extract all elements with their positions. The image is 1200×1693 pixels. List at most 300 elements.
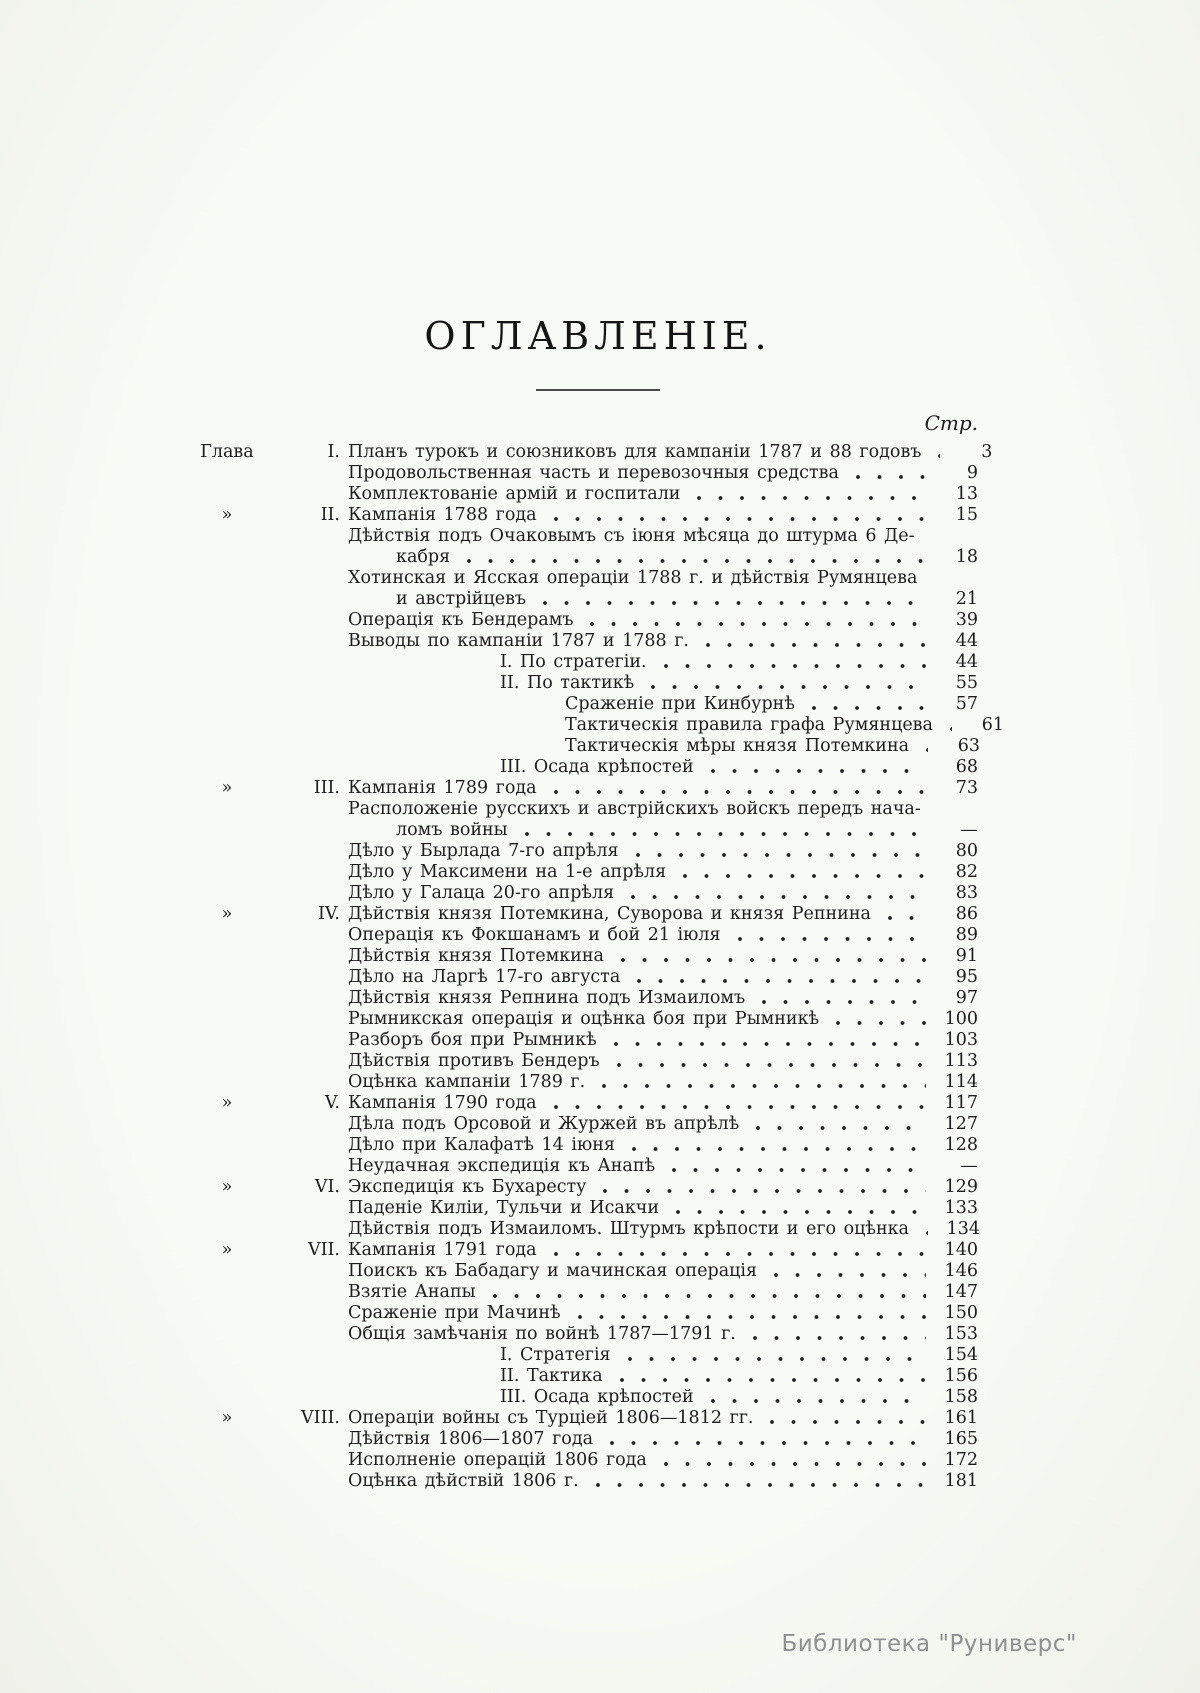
toc-row	[198, 463, 978, 484]
toc-entry	[348, 1156, 978, 1177]
page-number: 114	[944, 1072, 978, 1092]
chapter-numeral: VI.	[314, 1177, 340, 1197]
toc-entry	[348, 1093, 978, 1114]
toc-entry	[348, 946, 978, 967]
chapter-label	[198, 862, 256, 883]
chapter-label	[198, 673, 256, 694]
chapter-numeral: VII.	[307, 1240, 340, 1260]
toc-row	[198, 778, 978, 799]
dot-leader	[656, 1450, 926, 1471]
toc-row	[198, 1156, 978, 1177]
toc-entry	[348, 1135, 978, 1156]
entry-text: Дѣйствія противъ Бендеръ	[348, 1051, 600, 1071]
entry-text: Тактическія правила графа Румянцева	[565, 715, 933, 735]
chapter-numeral	[256, 1030, 348, 1051]
toc-row	[198, 568, 978, 589]
page-number: 55	[955, 673, 978, 693]
toc-entry	[348, 1366, 978, 1387]
toc-entry	[348, 1198, 978, 1219]
page-number: 172	[944, 1450, 978, 1470]
chapter-numeral	[256, 1198, 348, 1219]
toc-entry	[348, 967, 978, 988]
page-number: 68	[955, 757, 978, 777]
chapter-numeral	[256, 631, 348, 652]
chapter-label: »	[221, 778, 233, 798]
dot-leader	[918, 736, 928, 757]
dot-leader	[675, 862, 926, 883]
toc-entry	[348, 1282, 978, 1303]
toc-row	[198, 1135, 978, 1156]
dot-leader	[546, 505, 926, 526]
toc-row	[198, 883, 978, 904]
chapter-label	[198, 736, 256, 757]
entry-text: ломъ войны	[396, 820, 508, 840]
toc-entry	[348, 673, 978, 694]
toc-entry	[348, 736, 981, 757]
entry-text: Дѣло у Бырлада 7-го апрѣля	[348, 841, 619, 861]
toc-entry	[348, 1303, 978, 1324]
toc-row	[198, 610, 978, 631]
toc-row	[198, 673, 978, 694]
toc-row	[198, 1198, 978, 1219]
dot-leader	[546, 778, 926, 799]
toc-entry	[348, 505, 978, 526]
chapter-numeral	[256, 547, 348, 568]
toc-row	[198, 1093, 978, 1114]
page-column-header: Стр.	[924, 411, 978, 435]
dot-leader	[623, 883, 926, 904]
entry-text: Поискъ къ Бабадагу и мачинская операція	[348, 1261, 758, 1281]
toc-row	[198, 1219, 978, 1240]
toc-entry	[348, 1408, 978, 1429]
toc-entry	[348, 1429, 978, 1450]
chapter-label	[198, 610, 256, 631]
toc-entry	[348, 778, 978, 799]
entry-text: III. Осада крѣпостей	[500, 1387, 694, 1407]
chapter-label	[198, 1450, 256, 1471]
entry-text: Дѣло на Ларгѣ 17-го августа	[348, 967, 621, 987]
dot-leader	[730, 925, 926, 946]
dot-leader	[643, 673, 926, 694]
toc-entry	[348, 1030, 978, 1051]
chapter-label: »	[221, 1093, 233, 1113]
chapter-label	[198, 694, 256, 715]
page-number: 127	[944, 1114, 978, 1134]
toc-row	[198, 694, 978, 715]
chapter-label: »	[221, 1408, 233, 1428]
entry-text: Тактическія мѣры князя Потемкина	[565, 736, 910, 756]
chapter-numeral	[256, 1471, 348, 1492]
page-number: 80	[955, 841, 978, 861]
toc-row	[198, 757, 978, 778]
toc-row	[198, 715, 1004, 736]
page-number: 156	[944, 1366, 978, 1386]
entry-text: Оцѣнка кампаніи 1789 г.	[348, 1072, 586, 1092]
entry-text: Продовольственная часть и перевозочныя средства	[348, 463, 839, 483]
chapter-label	[198, 1471, 256, 1492]
page-title: ОГЛАВЛЕНІЕ.	[424, 314, 772, 358]
dot-leader	[624, 1135, 926, 1156]
chapter-numeral	[256, 673, 348, 694]
chapter-numeral	[256, 925, 348, 946]
page-number: 3	[981, 442, 993, 462]
page-number: 63	[957, 736, 981, 756]
page-number: 154	[944, 1345, 978, 1365]
chapter-label	[198, 820, 256, 841]
chapter-numeral: VIII.	[301, 1408, 340, 1428]
page-number: 146	[944, 1261, 978, 1281]
chapter-numeral	[256, 799, 348, 820]
page-number: 39	[955, 610, 978, 630]
toc-row	[198, 1429, 978, 1450]
entry-text: Неудачная экспедиція къ Анапѣ	[348, 1156, 656, 1176]
page-number: 147	[944, 1282, 978, 1302]
entry-text: Дѣло у Галаца 20-го апрѣля	[348, 883, 615, 903]
toc-entry	[348, 799, 978, 820]
page-number: 57	[955, 694, 978, 714]
chapter-numeral	[256, 652, 348, 673]
dot-leader	[745, 1324, 926, 1345]
toc-row	[198, 484, 978, 505]
dot-leader	[606, 1030, 926, 1051]
chapter-label	[198, 652, 256, 673]
entry-text: Дѣйствія подъ Очаковымъ съ іюня мѣсяца до штурма 6 Де-	[348, 526, 915, 546]
entry-text: Дѣйствія подъ Измаиломъ. Штурмъ крѣпости и его оцѣнка	[348, 1219, 909, 1239]
toc-row	[198, 1282, 978, 1303]
toc-entry	[348, 1114, 978, 1135]
toc-row	[198, 631, 978, 652]
chapter-numeral	[256, 484, 348, 505]
dot-leader	[570, 1303, 926, 1324]
page-number: 73	[955, 778, 978, 798]
chapter-label	[198, 1429, 256, 1450]
toc-entry	[348, 1240, 978, 1261]
toc-entry	[348, 526, 978, 547]
chapter-label	[198, 1156, 256, 1177]
toc-row	[198, 904, 978, 925]
chapter-label	[198, 589, 256, 610]
toc-entry	[348, 1177, 978, 1198]
dot-leader	[703, 1387, 926, 1408]
page-number: 21	[955, 589, 978, 609]
chapter-numeral	[256, 1072, 348, 1093]
dot-leader	[459, 547, 926, 568]
chapter-label	[198, 631, 256, 652]
entry-text: Планъ турокъ и союзниковъ для кампаніи 1787 и 88 годовъ	[348, 442, 922, 462]
chapter-numeral	[256, 1282, 348, 1303]
entry-text: Хотинская и Ясская операціи 1788 г. и дѣйствія Румянцева	[348, 568, 918, 588]
chapter-label: »	[221, 505, 233, 525]
page-number: 83	[955, 883, 978, 903]
toc-entry	[348, 484, 978, 505]
chapter-numeral: II.	[320, 505, 340, 525]
chapter-numeral	[256, 1135, 348, 1156]
toc-row	[198, 946, 978, 967]
title-rule	[536, 389, 660, 391]
toc-row	[198, 1408, 978, 1429]
chapter-label	[198, 967, 256, 988]
page-number: 97	[955, 988, 978, 1008]
page-number: 103	[944, 1030, 978, 1050]
dot-leader	[930, 442, 940, 463]
chapter-label	[198, 1345, 256, 1366]
chapter-label	[198, 526, 256, 547]
dot-leader	[664, 1156, 926, 1177]
entry-text: Дѣйствія 1806—1807 года	[348, 1429, 594, 1449]
chapter-label	[198, 1282, 256, 1303]
toc-row	[198, 1072, 978, 1093]
toc-row	[198, 736, 981, 757]
chapter-label	[198, 715, 256, 736]
page-number: 181	[944, 1471, 978, 1491]
toc-entry	[348, 757, 978, 778]
chapter-label	[198, 1030, 256, 1051]
entry-text: Дѣйствія князя Репнина подъ Измаиломъ	[348, 988, 746, 1008]
chapter-label: »	[221, 1240, 233, 1260]
dot-leader	[703, 757, 926, 778]
chapter-numeral: V.	[324, 1093, 340, 1113]
entry-text: Исполненіе операцій 1806 года	[348, 1450, 647, 1470]
chapter-numeral	[256, 883, 348, 904]
toc-row	[198, 589, 978, 610]
dot-leader	[594, 1072, 926, 1093]
toc-row	[198, 1030, 978, 1051]
toc-entry	[348, 925, 978, 946]
toc-entry	[348, 841, 978, 862]
dot-leader	[609, 1051, 926, 1072]
dot-leader	[629, 967, 926, 988]
dot-leader	[668, 1198, 926, 1219]
toc-entry	[348, 589, 978, 610]
chapter-label	[198, 1114, 256, 1135]
dot-leader	[602, 1429, 926, 1450]
chapter-numeral	[256, 694, 348, 715]
dot-leader	[595, 1177, 926, 1198]
toc-row	[198, 1051, 978, 1072]
chapter-label	[198, 568, 256, 589]
chapter-label	[198, 1303, 256, 1324]
chapter-label	[198, 841, 256, 862]
chapter-numeral	[256, 463, 348, 484]
chapter-label	[198, 1219, 256, 1240]
chapter-label	[198, 463, 256, 484]
page-number: 44	[955, 652, 978, 672]
page-number: 165	[944, 1429, 978, 1449]
chapter-label	[198, 547, 256, 568]
page-number: 18	[955, 547, 978, 567]
chapter-numeral	[256, 1261, 348, 1282]
page-number: 89	[955, 925, 978, 945]
toc-entry	[348, 631, 978, 652]
page-number: 150	[944, 1303, 978, 1323]
footer-watermark: Библиотека "Руниверс"	[781, 1631, 1077, 1657]
dot-leader	[620, 1345, 926, 1366]
toc-row	[198, 442, 993, 463]
page-number: 95	[955, 967, 978, 987]
entry-text: Оцѣнка дѣйствій 1806 г.	[348, 1471, 579, 1491]
dot-leader	[762, 1408, 926, 1429]
toc-entry	[348, 1009, 978, 1030]
page-number: 134	[946, 1219, 980, 1239]
entry-text: Выводы по кампаніи 1787 и 1788 г.	[348, 631, 689, 651]
chapter-label	[198, 988, 256, 1009]
chapter-label	[198, 1261, 256, 1282]
toc-entry	[348, 1219, 978, 1240]
chapter-label	[198, 1198, 256, 1219]
toc-entry	[348, 610, 978, 631]
dot-leader	[628, 841, 927, 862]
page-number: 113	[944, 1051, 978, 1071]
chapter-numeral	[256, 589, 348, 610]
chapter-numeral	[256, 1051, 348, 1072]
toc-entry	[348, 1450, 978, 1471]
page-number: 153	[944, 1324, 978, 1344]
entry-text: Комплектованіе армій и госпитали	[348, 484, 681, 504]
entry-text: Сраженіе при Мачинѣ	[348, 1303, 561, 1323]
chapter-label	[198, 946, 256, 967]
toc-entry	[348, 442, 993, 463]
dot-leader	[880, 904, 926, 925]
dot-leader	[754, 988, 926, 1009]
entry-text: Паденіе Киліи, Тульчи и Исакчи	[348, 1198, 660, 1218]
dot-leader	[942, 715, 952, 736]
entry-text: Дѣло у Максимени на 1-е апрѣля	[348, 862, 667, 882]
toc-row	[198, 652, 978, 673]
dot-leader	[689, 484, 926, 505]
dot-leader	[748, 1114, 926, 1135]
entry-text: Операціи войны съ Турціей 1806—1812 гг.	[348, 1408, 754, 1428]
chapter-label	[198, 1051, 256, 1072]
chapter-label	[198, 484, 256, 505]
chapter-numeral	[256, 1303, 348, 1324]
toc-row	[198, 547, 978, 568]
toc-row	[198, 1114, 978, 1135]
chapter-numeral	[256, 568, 348, 589]
entry-text: Рымникская операція и оцѣнка боя при Рымникѣ	[348, 1009, 820, 1029]
toc-row	[198, 526, 978, 547]
toc-entry	[348, 568, 978, 589]
toc-row	[198, 1240, 978, 1261]
entry-text: Общія замѣчанія по войнѣ 1787—1791 г.	[348, 1324, 736, 1344]
toc-row	[198, 1303, 978, 1324]
entry-text: I. Стратегія	[500, 1345, 611, 1365]
entry-text: Дѣйствія князя Потемкина, Суворова и князя Репнина	[348, 904, 871, 924]
chapter-numeral	[256, 736, 348, 757]
toc-entry	[348, 1051, 978, 1072]
entry-text: Разборъ боя при Рымникѣ	[348, 1030, 597, 1050]
chapter-numeral	[256, 1324, 348, 1345]
entry-text: III. Осада крѣпостей	[500, 757, 694, 777]
entry-text: Сраженіе при Кинбурнѣ	[565, 694, 795, 714]
toc-row	[198, 1345, 978, 1366]
entry-text: и австрійцевъ	[396, 589, 527, 609]
page-number: 161	[944, 1408, 978, 1428]
toc-entry	[348, 820, 978, 841]
toc-entry	[348, 862, 978, 883]
toc-entry	[348, 1072, 978, 1093]
chapter-numeral: I.	[327, 442, 340, 462]
page-number: 86	[955, 904, 978, 924]
page-number: 100	[944, 1009, 978, 1029]
chapter-label	[198, 757, 256, 778]
chapter-label	[198, 1366, 256, 1387]
chapter-label	[198, 1072, 256, 1093]
chapter-label	[198, 1135, 256, 1156]
entry-text: Расположеніе русскихъ и австрійскихъ войскъ передъ нача-	[348, 799, 921, 819]
dot-leader	[804, 694, 926, 715]
toc-row	[198, 505, 978, 526]
dot-leader	[656, 652, 926, 673]
toc-row	[198, 1471, 978, 1492]
toc-row	[198, 862, 978, 883]
toc-entry	[348, 1345, 978, 1366]
page-number: 140	[944, 1240, 978, 1260]
chapter-numeral	[256, 967, 348, 988]
chapter-numeral	[256, 1009, 348, 1030]
dot-leader	[918, 1219, 928, 1240]
page-number: 91	[955, 946, 978, 966]
dot-leader	[698, 631, 926, 652]
toc-rows	[198, 442, 1004, 1492]
dot-leader	[848, 463, 926, 484]
page-number: —	[960, 1156, 978, 1176]
entry-text: Экспедиція къ Бухаресту	[348, 1177, 587, 1197]
toc-entry	[348, 1471, 978, 1492]
chapter-label	[198, 1009, 256, 1030]
entry-text: Кампанія 1789 года	[348, 778, 537, 798]
chapter-numeral	[256, 1114, 348, 1135]
dot-leader	[582, 610, 926, 631]
page-number: 13	[955, 484, 978, 504]
chapter-numeral	[256, 988, 348, 1009]
chapter-numeral	[256, 1219, 348, 1240]
page-number: 158	[944, 1387, 978, 1407]
entry-text: Операція къ Бендерамъ	[348, 610, 574, 630]
chapter-numeral	[256, 715, 348, 736]
page-number: 133	[944, 1198, 978, 1218]
page-number: 82	[955, 862, 978, 882]
chapter-label	[198, 1324, 256, 1345]
toc-row	[198, 841, 978, 862]
chapter-numeral	[256, 1450, 348, 1471]
toc-entry	[348, 652, 978, 673]
entry-text: Кампанія 1790 года	[348, 1093, 537, 1113]
page-number: —	[960, 820, 978, 840]
toc-entry	[348, 1324, 978, 1345]
chapter-label	[198, 883, 256, 904]
page-number: 128	[944, 1135, 978, 1155]
dot-leader	[828, 1009, 926, 1030]
chapter-numeral: III.	[313, 778, 340, 798]
toc-row	[198, 925, 978, 946]
toc-row	[198, 967, 978, 988]
chapter-numeral: IV.	[317, 904, 340, 924]
entry-text: I. По стратегіи.	[500, 652, 647, 672]
toc-row	[198, 1450, 978, 1471]
chapter-label	[198, 925, 256, 946]
toc-entry	[348, 715, 1004, 736]
dot-leader	[613, 946, 926, 967]
page-number: 61	[981, 715, 1004, 735]
page-number: 129	[944, 1177, 978, 1197]
chapter-label: »	[221, 904, 233, 924]
toc-entry	[348, 904, 978, 925]
toc-entry	[348, 463, 978, 484]
entry-text: Дѣло при Калафатѣ 14 іюня	[348, 1135, 615, 1155]
toc-row	[198, 1177, 978, 1198]
chapter-numeral	[256, 820, 348, 841]
toc-row	[198, 799, 978, 820]
